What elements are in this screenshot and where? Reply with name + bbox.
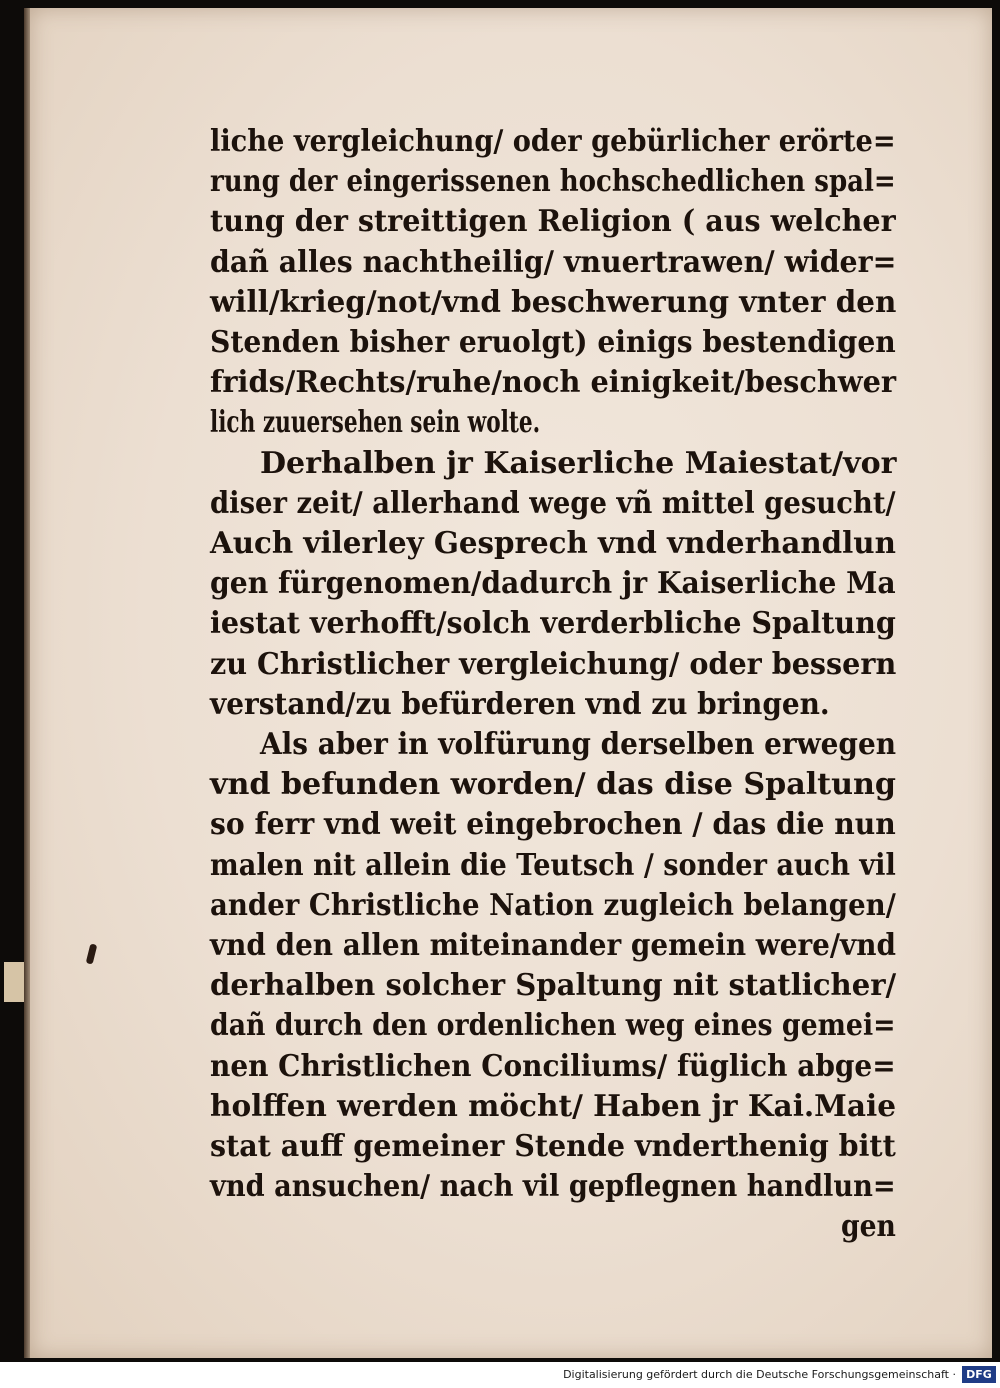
text-line: holffen werden möcht/ Haben jr Kai.Maie — [210, 1088, 897, 1124]
text-line: tung der streittigen Religion ( aus welcher — [210, 204, 896, 240]
text-line: frids/Rechts/ruhe/noch einigkeit/beschwer — [210, 365, 897, 401]
text-line: lich zuuersehen sein wolte. — [210, 405, 541, 441]
text-line: vnd den allen miteinander gemein were/vnd — [210, 928, 896, 963]
text-line: ander Christliche Nation zugleich belangen/ — [210, 887, 896, 923]
text-line: Stenden bisher eruolgt) einigs bestendigen — [210, 325, 896, 360]
funding-credit-text: Digitalisierung gefördert durch die Deutsche Forschungsgemeinschaft — [563, 1368, 949, 1381]
text-line: gen — [841, 1209, 896, 1245]
text-line: gen fürgenomen/dadurch jr Kaiserliche Ma — [210, 566, 896, 602]
text-line: diser zeit/ allerhand wege vñ mittel gesucht/ — [210, 485, 896, 521]
text-line: malen nit allein die Teutsch / sonder auch vil — [210, 847, 896, 883]
credit-separator: · — [952, 1368, 956, 1381]
text-line: liche vergleichung/ oder gebürlicher erörte= — [210, 124, 896, 159]
footer-bar — [0, 1363, 1000, 1388]
text-line: dañ alles nachtheilig/ vnuertrawen/ wider= — [210, 244, 897, 280]
text-line: rung der eingerissenen hochschedlichen spal= — [210, 164, 896, 200]
text-line: stat auff gemeiner Stende vnderthenig bitt — [210, 1129, 896, 1164]
text-line: will/krieg/not/vnd beschwerung vnter den — [210, 284, 897, 320]
text-line: Auch vilerley Gesprech vnd vnderhandlun — [210, 526, 896, 561]
text-line: so ferr vnd weit eingebrochen / das die nun — [210, 807, 896, 843]
text-line: zu Christlicher vergleichung/ oder bessern — [210, 646, 897, 682]
text-line: nen Christlichen Conciliums/ füglich abge= — [210, 1048, 896, 1084]
text-line: iestat verhofft/solch verderbliche Spaltung — [210, 606, 896, 642]
paper-tab — [4, 962, 26, 1002]
text-line: Als aber in volfürung derselben erwegen — [260, 727, 897, 762]
dfg-logo[interactable]: DFG — [962, 1366, 996, 1383]
text-line: Derhalben jr Kaiserliche Maiestat/vor — [260, 445, 897, 481]
text-line: vnd befunden worden/ das dise Spaltung — [210, 767, 896, 803]
text-line: dañ durch den ordenlichen weg eines gemei= — [210, 1008, 896, 1044]
funding-credit — [563, 1368, 956, 1382]
text-line: vnd ansuchen/ nach vil gepflegnen handlun= — [210, 1169, 896, 1205]
text-line: derhalben solcher Spaltung nit statlicher/ — [210, 968, 897, 1004]
text-line: verstand/zu befürderen vnd zu bringen. — [210, 686, 830, 722]
